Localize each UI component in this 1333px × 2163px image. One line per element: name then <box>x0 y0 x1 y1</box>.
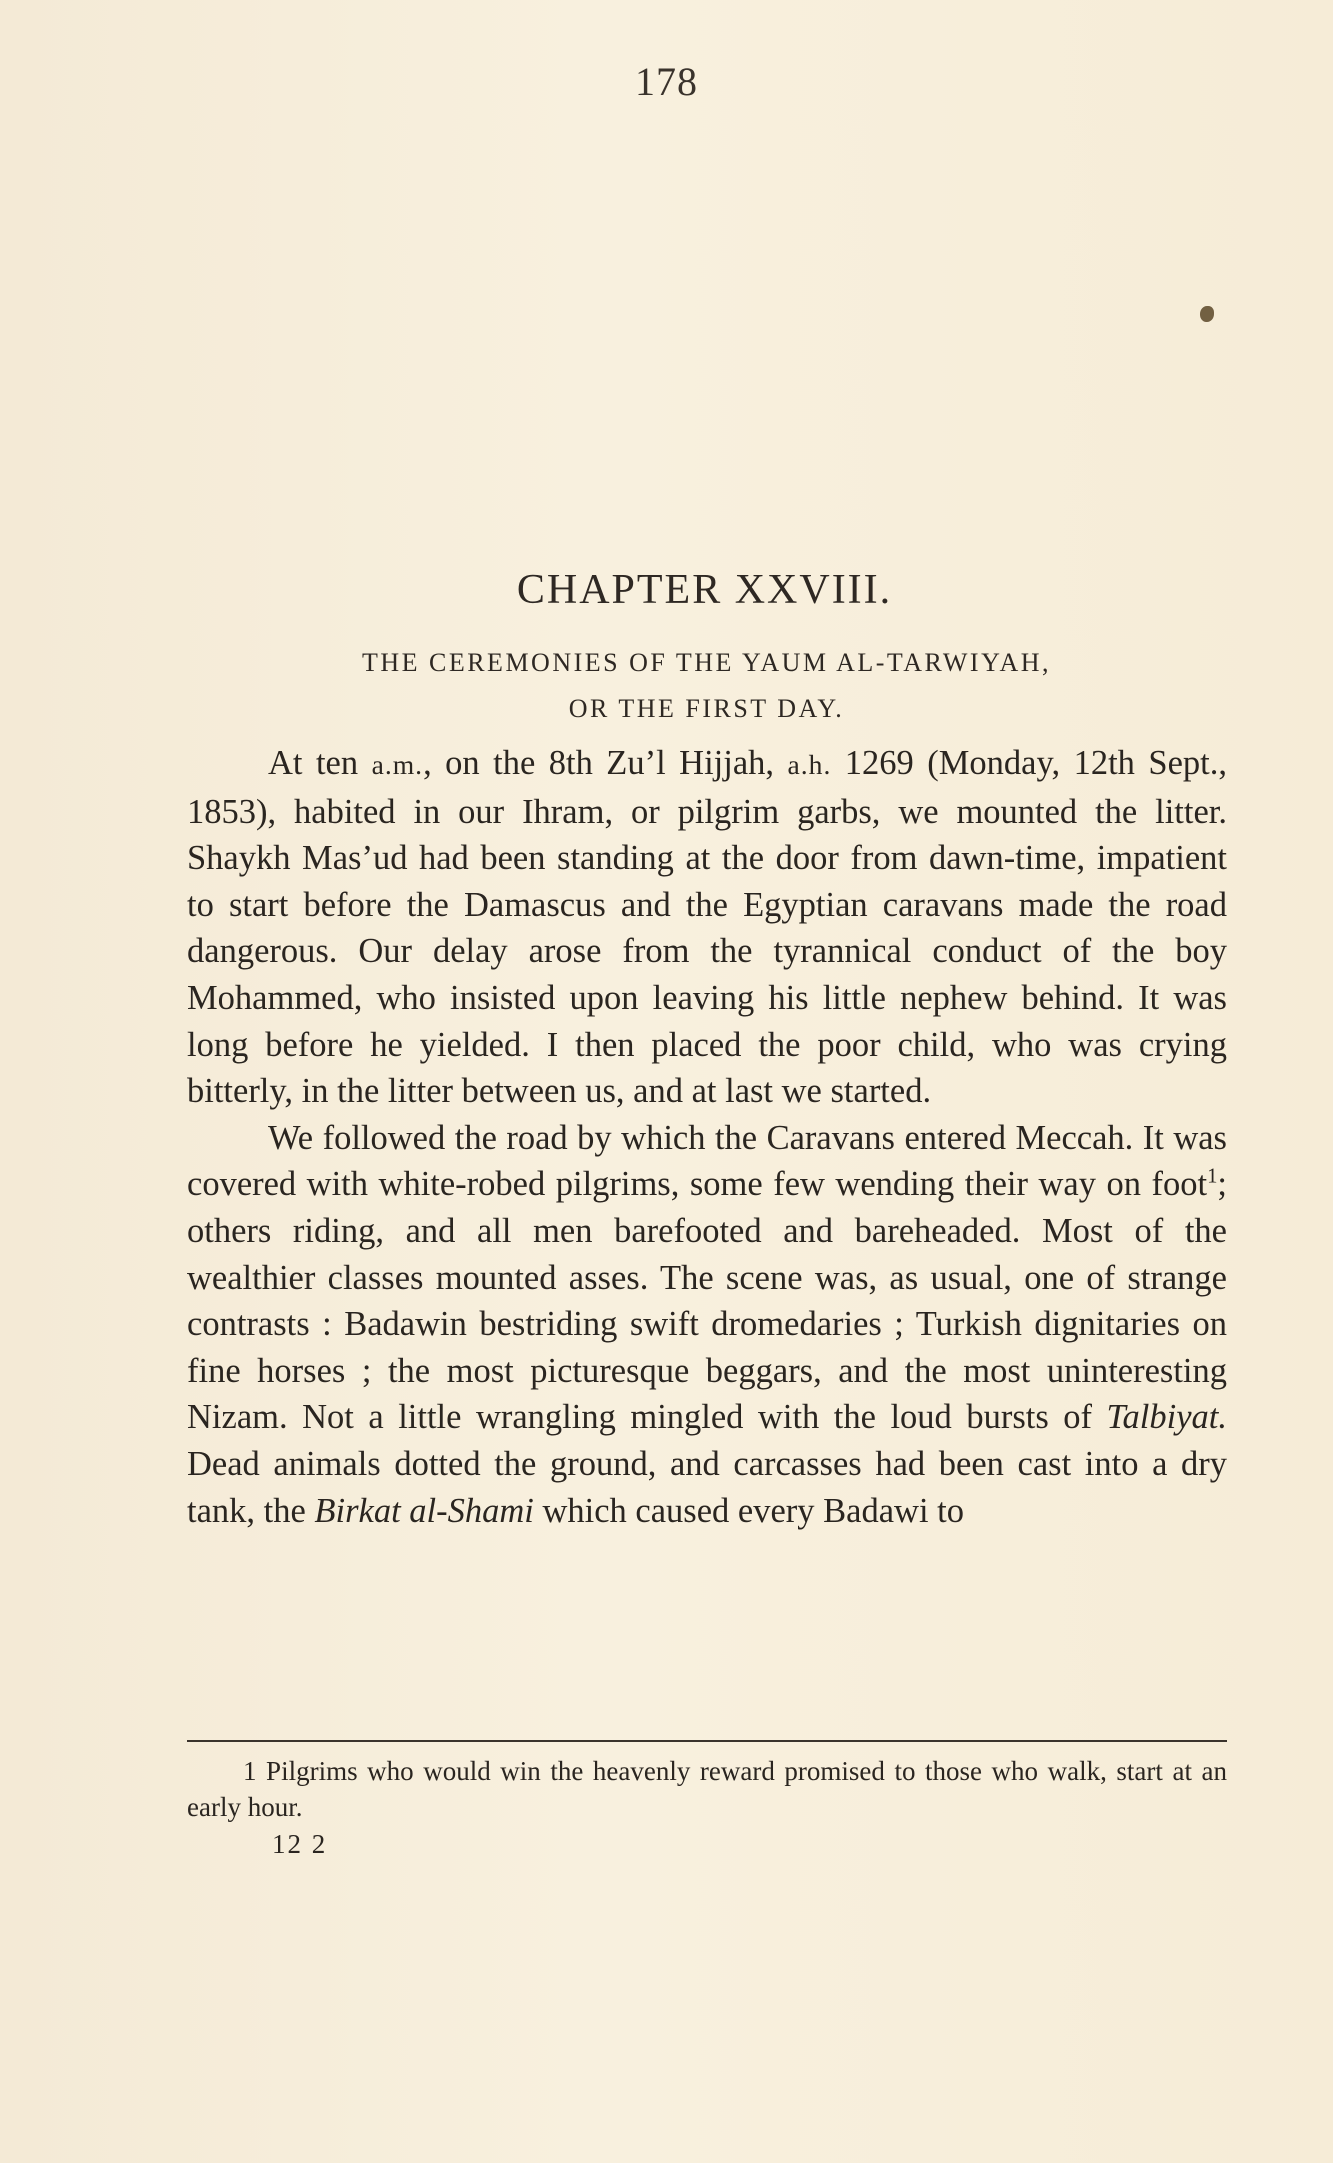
paragraph-1-text-a: ten <box>302 744 372 782</box>
footnote-reference[interactable]: 1 <box>1207 1165 1218 1188</box>
chapter-subtitle-line-2: OR THE FIRST DAY. <box>568 694 845 723</box>
chapter-title: CHAPTER XXVIII. <box>516 567 893 613</box>
era-abbreviation: a.h. <box>787 749 832 780</box>
chapter-subtitle-line-1: THE CEREMONIES OF THE YAUM AL-TARWIYAH, <box>361 648 1052 677</box>
paragraph-1 <box>187 740 1227 1115</box>
printer-signature: 12 2 <box>272 1829 328 1859</box>
italic-birkat: Birkat al-Shami <box>314 1491 534 1530</box>
ink-spot <box>1200 306 1214 322</box>
dropcap-word: At <box>268 744 303 782</box>
paragraph-2-text-a: We followed the road by which the Caravans entered Meccah. It was covered with white-robed pilgrims, some few wending their way on foot <box>187 1118 1227 1204</box>
paragraph-2-text-d: which caused every Badawi to <box>533 1491 964 1530</box>
paragraph-2-text-c: Dead animals dotted the ground, and carcasses had been cast into a dry tank, the <box>187 1444 1227 1530</box>
body-text <box>187 740 1227 1534</box>
footnote-rule <box>187 1740 1227 1742</box>
italic-talbiyat: Talbiyat. <box>1106 1398 1227 1437</box>
paragraph-2-text-b: ; others riding, and all men barefooted and bareheaded. Most of the wealthier classes mounted asses. The scene was, as usual, one of strange contrasts : Badawin bestriding swift dromedaries ; Turkish dignitaries on fine horses ; the most picturesque beggars, and the most uninteresting Nizam. Not a little wrangling mingled with the loud bursts of <box>187 1165 1227 1437</box>
page-number: 178 <box>635 59 698 104</box>
paragraph-1-text-c: 1269 (Monday, 12th Sept., 1853), habited in our Ihram, or pilgrim garbs, we mounted the litter. Shaykh Mas’ud had been standing at the door from dawn-time, impatient to start before the Damascus and the Egyptian caravans made the road dangerous. Our delay arose from the tyrannical conduct of the boy Mohammed, who insisted upon leaving his little nephew behind. It was long before he yielded. I then placed the poor child, who was crying bitterly, in the litter between us, and at last we started. <box>187 744 1227 1111</box>
paragraph-2 <box>187 1115 1227 1534</box>
time-abbreviation: a.m. <box>371 749 424 780</box>
footnote: 1 Pilgrims who would win the heavenly reward promised to those who walk, start at an early hour. <box>187 1756 1227 1822</box>
paragraph-1-text-b: , on the 8th Zu’l Hijjah, <box>423 744 788 782</box>
